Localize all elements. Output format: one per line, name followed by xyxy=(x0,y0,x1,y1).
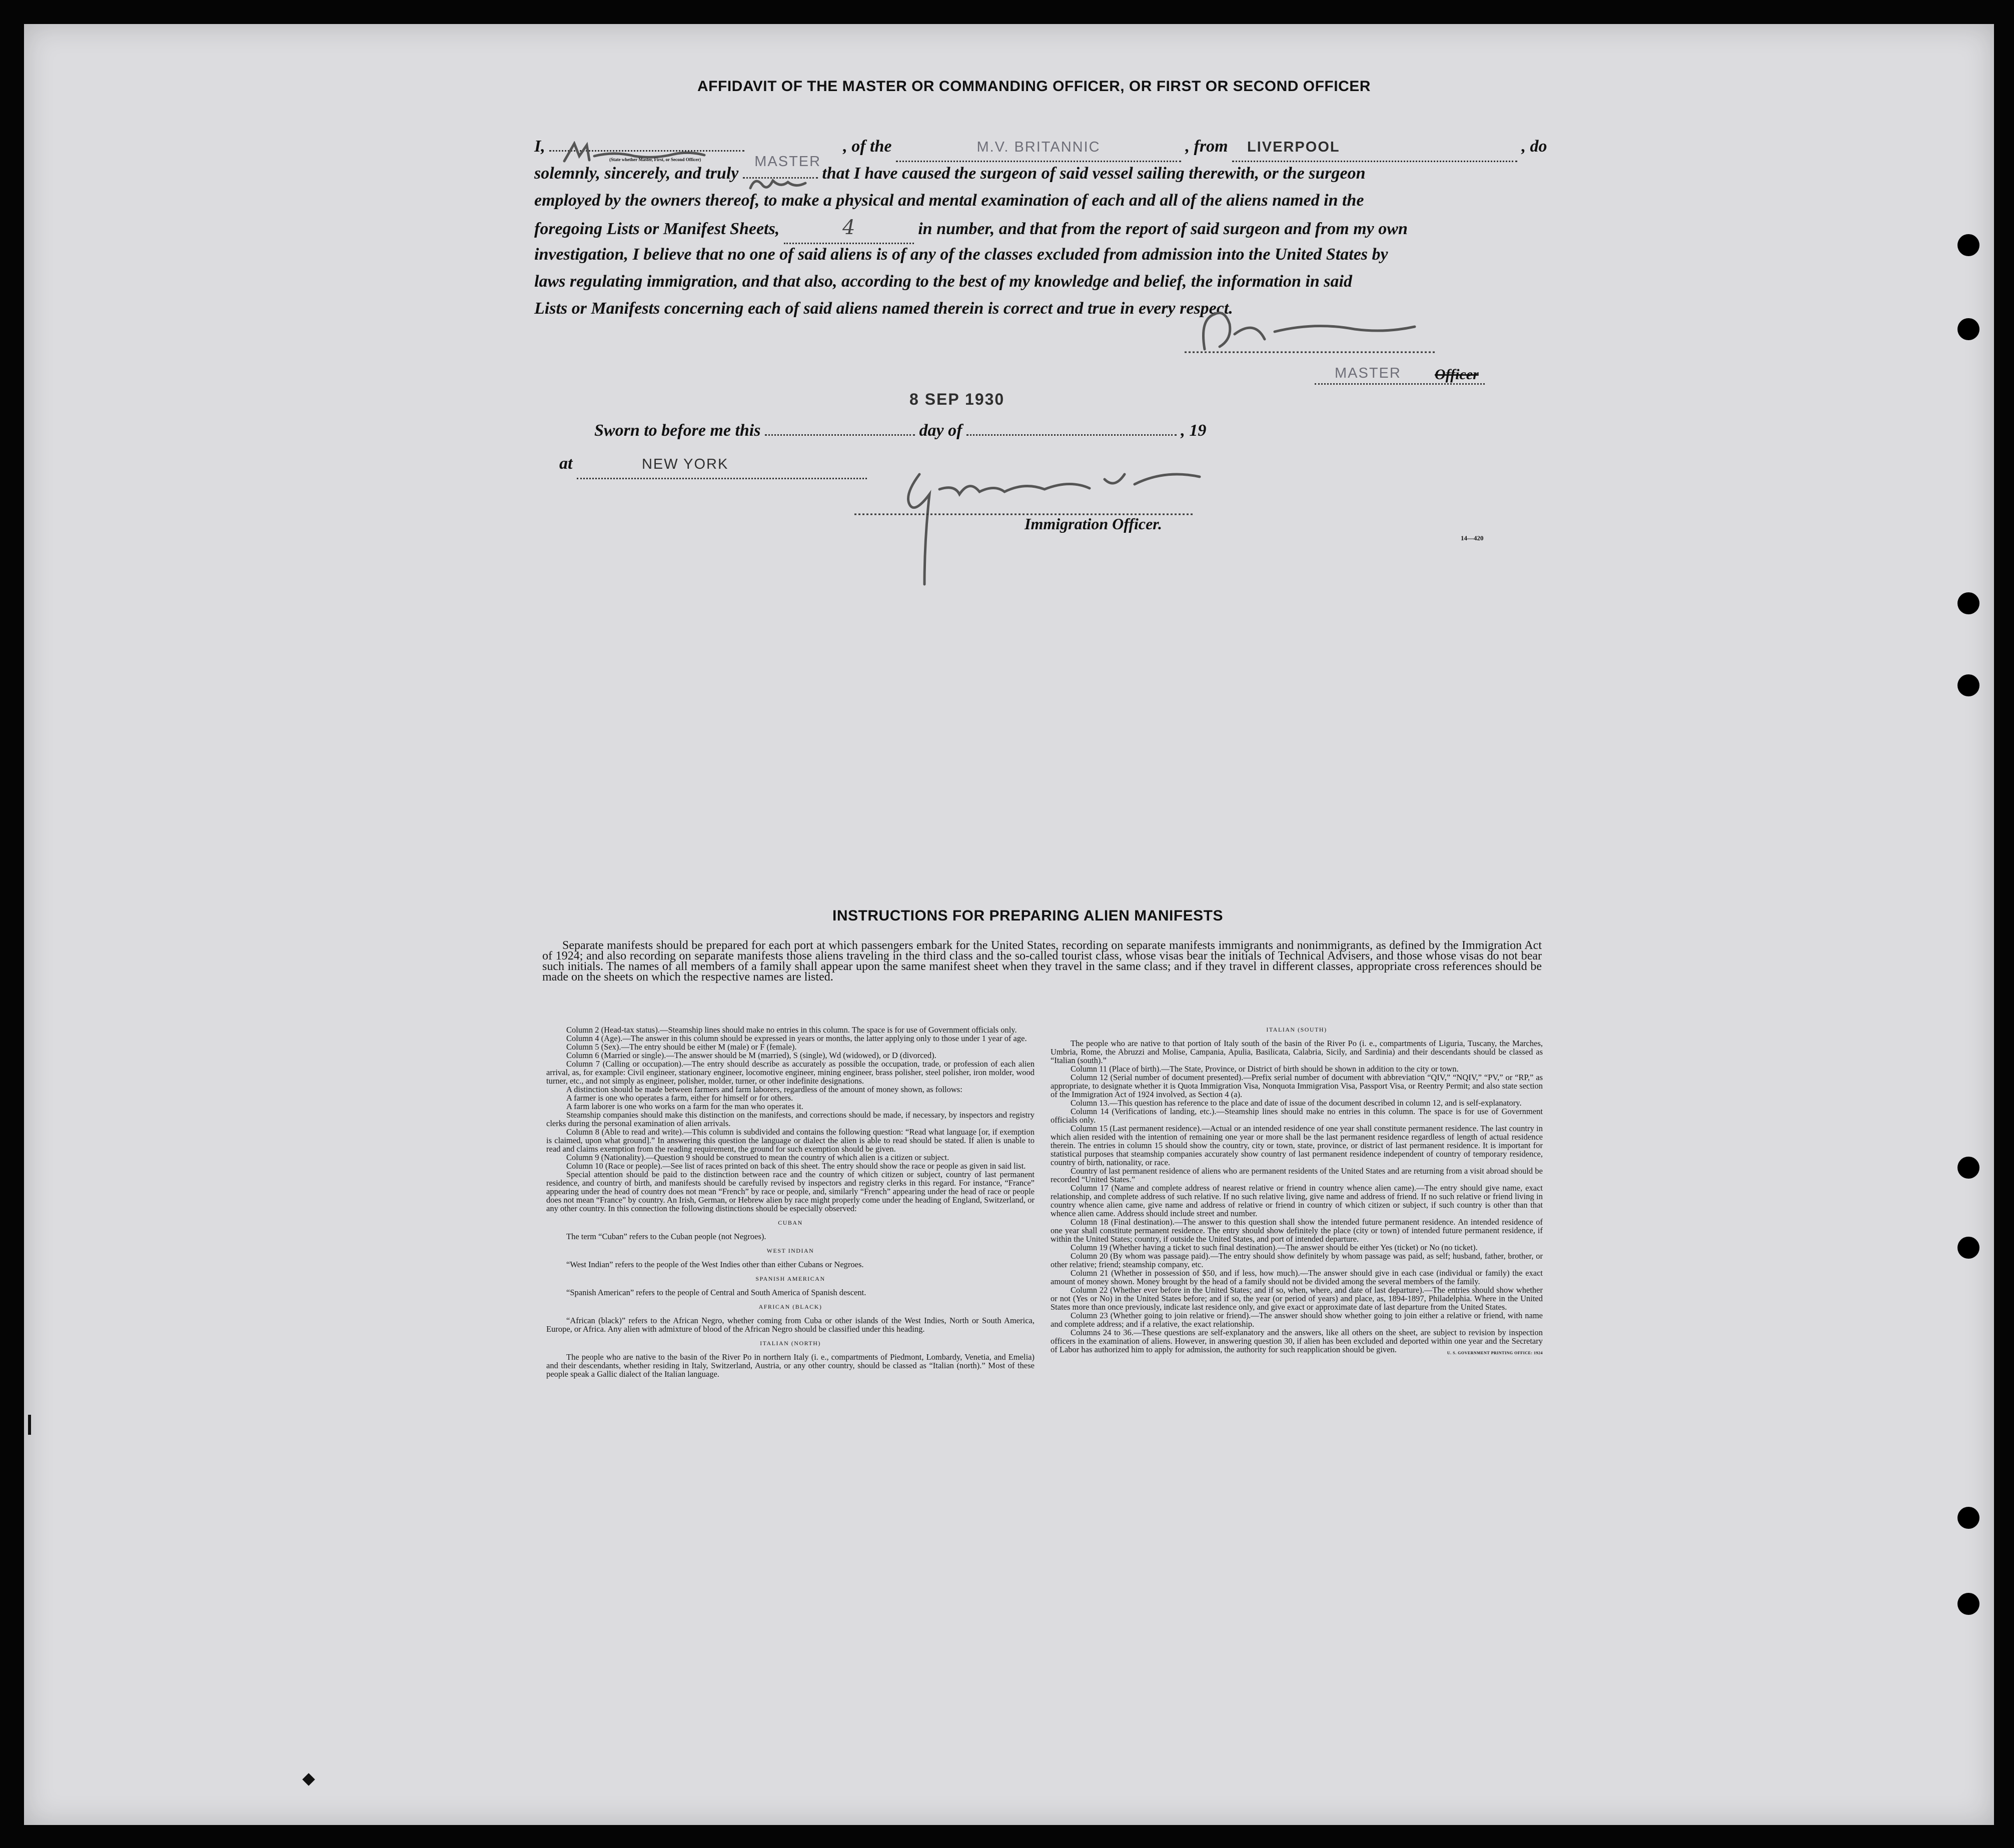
def-italian-south: The people who are native to that portion of Italy south of the basin of the River Po (i. e., compartments of Liguria, Tuscany, the Marches, Umbria, Rome, the Abruzzi and Molise, Campania, Apulia, Basilicata, Calabria, Sicily, and Sardinia) and their descendants should be classed as “Italian (south).” xyxy=(1051,1039,1543,1065)
note-farmer: A farmer is one who operates a farm, either for himself or for others. xyxy=(566,1093,793,1103)
affidavit-line-6: laws regulating immigration, and that also, according to the best of my knowledge and belief, the information in said xyxy=(534,272,1352,291)
punch-hole xyxy=(1957,592,1979,614)
note-col7: Column 7 (Calling or occupation).—The entry should describe as accurately as possible the occupation, trade, or profession of each alien arrival, as, for example: Civil engineer, stationary engineer, locomotive engineer, mining engineer, brass polisher, steel polisher, iron molder, wood turner, etc., and not simply as engineer, polisher, molder, turner, or other indefinite designations. xyxy=(546,1059,1035,1086)
def-cuban: The term “Cuban” refers to the Cuban people (not Negroes). xyxy=(566,1232,766,1241)
def-african: “African (black)” refers to the African Negro, whether coming from Cuba or other islands of the West Indies, North or South America, Europe, or Africa. Any alien with admixture of blood of the African Negro should be classified under this heading. xyxy=(546,1316,1035,1334)
note-col4: Column 4 (Age).—The answer in this column should be expressed in years or months, the latter applying only to those under 1 year of age. xyxy=(566,1034,1027,1043)
right-column xyxy=(1051,1026,1543,1357)
place-stamp: NEW YORK xyxy=(641,456,729,472)
note-col22: Column 22 (Whether ever before in the United States; and if so, when, where, and date of last departure).—The entries should show whether or not (Yes or No) in the United States before; and if so, the year (or period of years) and place, as, 1894-1897, Philadelphia. Where in the United States more than once previously, indicate last residence only, and give exact or approximate date of last departure from the United States. xyxy=(1051,1285,1543,1312)
year-label: , 19 xyxy=(1181,421,1207,440)
scan-mark xyxy=(302,1773,315,1785)
note-farmers: A distinction should be made between farmers and farm laborers, regardless of the amount of money shown, as follows: xyxy=(566,1085,962,1094)
affidavit-line-2 xyxy=(534,160,1366,187)
note-col2: Column 2 (Head-tax status).—Steamship lines should make no entries in this column. The space is for use of Government officials only. xyxy=(566,1025,1017,1035)
note-col14: Column 14 (Verifications of landing, etc.).—Steamship lines should make no entries in this column. The space is for use of Government officials only. xyxy=(1051,1107,1543,1125)
note-col13: Column 13.—This question has reference to the place and date of issue of the document described in column 12, and is self-explanatory. xyxy=(1071,1098,1522,1108)
place-blank xyxy=(577,450,867,479)
immigration-officer-label: Immigration Officer. xyxy=(1025,515,1162,533)
heading-african: AFRICAN (BLACK) xyxy=(758,1303,822,1310)
note-col18: Column 18 (Final destination).—The answer to this question shall show the intended future permanent residence. An intended residence of one year shall constitute permanent residence. The entry should show definitely the place (city or town) of intended future permanent residence, if within the United States; country, if outside the United States, and port of intended departure. xyxy=(1051,1217,1543,1244)
at-label: at xyxy=(559,454,573,473)
note-col20: Column 20 (By whom was passage paid).—The entry should show definitely by whom passage was paid, as self; husband, father, brother, or other relative; friend; steamship company, etc. xyxy=(1051,1251,1543,1269)
affidavit-line-7: Lists or Manifests concerning each of said aliens named therein is correct and true in every respect. xyxy=(534,299,1233,318)
heading-spanish-american: SPANISH AMERICAN xyxy=(755,1275,825,1282)
port-stamp: LIVERPOOL xyxy=(1247,139,1340,155)
sheets-blank xyxy=(784,214,914,244)
def-italian-north: The people who are native to the basin of the River Po in northern Italy (i. e., compartments of Piedmont, Lombardy, Venetia, and Emelia) and their descendants, whether residing in Italy, Switzerland, Austria, or any other country, should be classed as “Italian (north).” Most of these people speak a Gallic dialect of the Italian language. xyxy=(546,1352,1035,1379)
heading-west-indian: WEST INDIAN xyxy=(766,1247,814,1254)
note-col9: Column 9 (Nationality).—Question 9 should be construed to mean the country of which alien is a citizen or subject. xyxy=(566,1153,949,1162)
note-col17: Column 17 (Name and complete address of nearest relative or friend in country whence alien came).—The entry should give name, exact relationship, and complete address of such relative. If no such relative living, give name and address of friend. If no such relative or friend living in country whence alien came, give name and address of relative or friend in country of which citizen or subject, if such country is other than that whence alien came. Address should include street and number. xyxy=(1051,1183,1543,1218)
line4-end: in number, and that from the report of said surgeon and from my own xyxy=(918,220,1408,238)
day-of-label: day of xyxy=(919,421,962,440)
heading-cuban: CUBAN xyxy=(778,1219,803,1226)
heading-italian-south: ITALIAN (SOUTH) xyxy=(1266,1026,1327,1033)
master-title-line xyxy=(1315,364,1485,385)
punch-hole xyxy=(1957,1157,1979,1179)
master-signature xyxy=(1185,304,1435,359)
def-spanish-american: “Spanish American” refers to the people of Central and South America of Spanish descent. xyxy=(566,1288,866,1297)
rank-caption: (State whether Master, First, or Second Officer) xyxy=(609,157,701,162)
note-col8: Column 8 (Able to read and write).—This column is subdivided and contains the following question: “Read what language [or, if exemption is claimed, upon what ground].” In answering this question the language or dialect the alien is able to read should be stated. If alien is unable to read and claims exemption from the reading requirement, the ground for such exemption should be given. xyxy=(546,1127,1035,1154)
heading-italian-north: ITALIAN (NORTH) xyxy=(760,1340,821,1347)
note-col10: Column 10 (Race or people).—See list of races printed on back of this sheet. The entry should show the race or people as given in said list. xyxy=(566,1161,1026,1171)
sworn-label: Sworn to before me this xyxy=(594,421,761,440)
note-col19: Column 19 (Whether having a ticket to such final destination).—The answer should be either Yes (ticket) or No (no ticket). xyxy=(1071,1243,1478,1252)
manifest-page xyxy=(24,24,1994,1825)
instructions-title: INSTRUCTIONS FOR PREPARING ALIEN MANIFESTS xyxy=(832,907,1224,924)
at-line xyxy=(559,450,867,479)
master-title-stamp: MASTER xyxy=(1335,365,1401,381)
instructions-intro: Separate manifests should be prepared for each port at which passengers embark for the United States, recording on separate manifests immigrants and nonimmigrants, as defined by the Immigration Act of 1924; and also recording on separate manifests those aliens traveling in the third class and the so-called tourist class, whose visas bear the initials of Technical Advisers, and those whose visas do not bear such initials. The names of all members of a family shall appear upon the same manifest sheet when they travel in the same class; and if they travel in different classes, appropriate cross references should be made on the sheets on which the respective names are listed. xyxy=(542,939,1542,984)
left-column xyxy=(546,1026,1035,1378)
punch-hole xyxy=(1957,674,1979,696)
sworn-line xyxy=(594,417,1206,444)
month-blank xyxy=(966,434,1177,436)
note-col5: Column 5 (Sex).—The entry should be either M (male) or F (female). xyxy=(566,1042,797,1052)
note-col6: Column 6 (Married or single).—The answer should be M (married), S (single), Wd (widowed), or D (divorced). xyxy=(566,1051,936,1060)
note-race-distinction: Special attention should be paid to the distinction between race and the country of which citizen or subject, country of last permanent residence, and country of birth, and manifests should be carefully revised by inspectors and registry clerks in this regard. For instance, “France” appearing under the head of country does not mean “French” by race or people, and, similarly “French” appearing under the head of race or people does not mean “France” by country. An Irish, German, or Hebrew alien by race might properly come under the heading of England, Switzerland, or any other country. In this connection the following distinctions should be especially observed: xyxy=(546,1170,1035,1213)
note-col21: Column 21 (Whether in possession of $50, and if less, how much).—The answer should give in each case (individual or family) the exact amount of money shown. Money brought by the head of a family should not be divided among the several members of the family. xyxy=(1051,1268,1543,1286)
word-of-the: , of the xyxy=(843,137,892,156)
scan-mark xyxy=(28,1415,31,1435)
affidavit-line-4 xyxy=(534,214,1408,244)
punch-hole xyxy=(1957,234,1979,256)
vessel-stamp: M.V. BRITANNIC xyxy=(976,139,1101,155)
punch-hole xyxy=(1957,1593,1979,1615)
officer-struck: Officer xyxy=(1435,366,1479,383)
note-col11: Column 11 (Place of birth).—The State, Province, or District of birth should be shown in addition to the city or town. xyxy=(1071,1064,1459,1074)
note-col15: Column 15 (Last permanent residence).—Actual or an intended residence of one year shall constitute permanent residence. The last country in which alien resided with the intention of remaining one year or more shall be the last permanent residence regardless of length of actual residence therein. The entries in column 15 should show the country, city or town, state, province, or district of last permanent residence. It is important for statistical purposes that steamship companies accurately show country of last permanent residence independent of country of temporary residence, country of birth, nationality, or race. xyxy=(1051,1124,1543,1167)
date-stamp: 8 SEP 1930 xyxy=(909,390,1005,408)
punch-hole xyxy=(1957,1507,1979,1529)
rank-stamp: MASTER xyxy=(754,154,821,170)
def-west-indian: “West Indian” refers to the people of the West Indies other than either Cubans or Negroes. xyxy=(566,1260,864,1269)
line2-start: solemnly, sincerely, and truly xyxy=(534,164,739,183)
note-col23: Column 23 (Whether going to join relative or friend).—The answer should show whether going to join either a relative or friend, with name and complete address; and if a relative, the exact relationship. xyxy=(1051,1311,1543,1329)
note-farm-laborer: A farm laborer is one who works on a farm for the man who operates it. xyxy=(566,1102,803,1111)
oath-blank xyxy=(743,177,818,179)
word-from: , from xyxy=(1185,137,1228,156)
day-blank xyxy=(765,434,915,436)
port-blank xyxy=(1232,133,1517,162)
sheets-count: 4 xyxy=(842,216,855,239)
word-i: I, xyxy=(534,137,545,156)
word-do: , do xyxy=(1521,137,1547,156)
affidavit-line-5: investigation, I believe that no one of said aliens is of any of the classes excluded from admission into the United States by xyxy=(534,245,1388,264)
affidavit-title: AFFIDAVIT OF THE MASTER OR COMMANDING OFFICER, OR FIRST OR SECOND OFFICER xyxy=(697,78,1371,95)
line4-start: foregoing Lists or Manifest Sheets, xyxy=(534,220,780,238)
note-col24-36: Columns 24 to 36.—These questions are self-explanatory and the answers, like all others on the sheet, are subject to revision by inspection officers in the examination of aliens. However, in answering question 30, if alien has been excluded and deported within one year and the Secretary of Labor has authorized him to apply for admission, the authority for such reapplication should be given. xyxy=(1051,1328,1543,1354)
line2-end: that I have caused the surgeon of said vessel sailing therewith, or the surgeon xyxy=(822,164,1366,183)
punch-hole xyxy=(1957,318,1979,340)
affidavit-line-3: employed by the owners thereof, to make a physical and mental examination of each and all of the aliens named in the xyxy=(534,191,1364,210)
punch-hole xyxy=(1957,1237,1979,1259)
note-steamship: Steamship companies should make this distinction on the manifests, and corrections should be made, if necessary, by inspectors and registry clerks during the personal examination of alien arrivals. xyxy=(546,1110,1035,1128)
form-number: 14—420 xyxy=(1461,534,1484,542)
note-col12: Column 12 (Serial number of document presented).—Prefix serial number of document with abbreviation “QIV,” “NQIV,” “PV,” or “RP,” as appropriate, to designate whether it is Quota Immigration Visa, Nonquota Immigration Visa, Passport Visa, or Reentry Permit; and also state section of the Immigration Act of 1924 involved, as Section 4 (a). xyxy=(1051,1073,1543,1099)
note-col15-us: Country of last permanent residence of aliens who are permanent residents of the United States and are returning from a visit abroad should be recorded “United States.” xyxy=(1051,1166,1543,1184)
vessel-blank xyxy=(896,133,1181,162)
printer-imprint: U. S. GOVERNMENT PRINTING OFFICE: 1924 xyxy=(1447,1351,1543,1355)
